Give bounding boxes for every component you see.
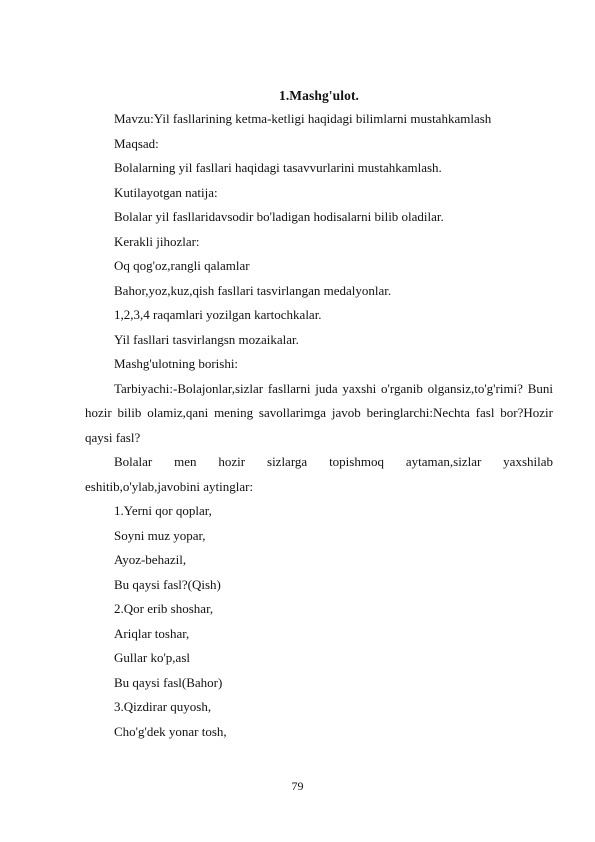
riddle-line: Ariqlar toshar, [114, 625, 190, 641]
goal-text: Bolalarning yil fasllari haqidagi tasavvurlarini mustahkamlash. [114, 160, 442, 175]
riddle-line: Gullar ko'p,asl [114, 650, 190, 665]
lesson-title: 1.Mashg'ulot. [278, 88, 360, 103]
riddle-line: Ayoz-behazil, [114, 552, 187, 567]
topic-line: Mavzu:Yil fasllarining ketma-ketligi haqidagi bilimlarni mustahkamlash [114, 111, 492, 126]
riddle-line: 1.Yerni qor qoplar, [114, 503, 212, 518]
materials-item: Yil fasllari tasvirlangsn mozaikalar. [114, 331, 299, 347]
goal-heading: Maqsad: [114, 135, 159, 151]
expected-result-heading: Kutilayotgan natija: [114, 184, 218, 200]
riddle-intro-paragraph: Bolalar men hozir sizlarga topishmoq aytaman,sizlar yaxshilab eshitib,o'ylab,javobini aytinglar: [85, 454, 553, 494]
materials-heading: Kerakli jihozlar: [114, 233, 200, 249]
teacher-paragraph: Tarbiyachi:-Bolajonlar,sizlar fasllarni juda yaxshi o'rganib olgansiz,to'g'rimi? Buni hozir bilib olamiz,qani mening savollarimga javob beringlarchi:Nechta fasl bor?Hozir qaysi fasl? [85, 380, 553, 445]
materials-item: Oq qog'oz,rangli qalamlar [114, 258, 250, 273]
riddle-line: Cho'g'dek yonar tosh, [114, 723, 227, 739]
procedure-heading: Mashg'ulotning borishi: [114, 356, 239, 371]
lesson-body [85, 107, 553, 744]
materials-item: 1,2,3,4 raqamlari yozilgan kartochkalar. [114, 307, 322, 322]
riddle-line: Bu qaysi fasl?(Qish) [114, 576, 221, 592]
riddle-line: Bu qaysi fasl(Bahor) [114, 674, 223, 690]
expected-result-text: Bolalar yil fasllaridavsodir bo'ladigan hodisalarni bilib oladilar. [114, 209, 444, 224]
materials-item: Bahor,yoz,kuz,qish fasllari tasvirlangan medalyonlar. [114, 282, 392, 298]
riddle-line: 3.Qizdirar quyosh, [114, 699, 212, 714]
page-number: 79 [291, 779, 304, 793]
riddle-line: Soyni muz yopar, [114, 527, 206, 543]
riddle-line: 2.Qor erib shoshar, [114, 601, 214, 616]
